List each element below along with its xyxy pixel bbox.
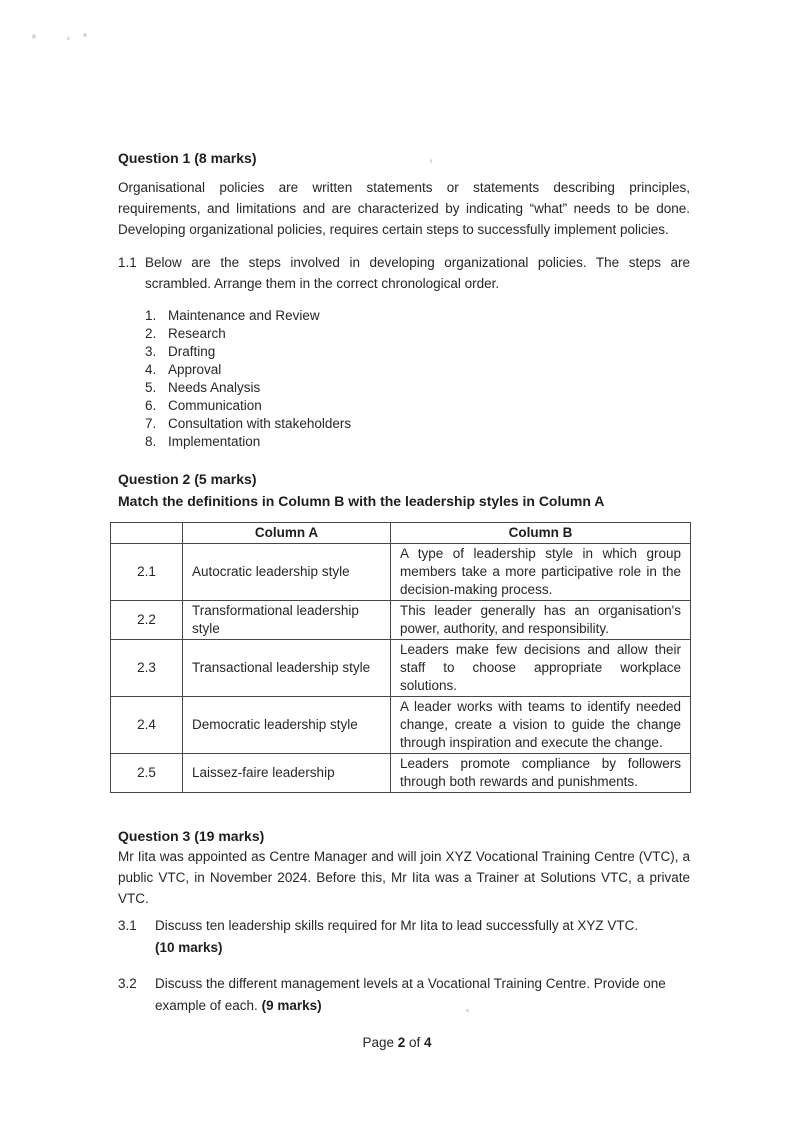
header-cell-number xyxy=(111,523,183,544)
question-2-heading: Question 2 (5 marks) xyxy=(118,471,257,487)
question-1-section xyxy=(118,148,690,451)
list-item-number: 8. xyxy=(145,434,157,449)
scan-artifact xyxy=(83,33,87,37)
question-text: Discuss the different management levels at a Vocational Training Centre. Provide one example of each. xyxy=(155,976,666,1013)
table-header-row xyxy=(111,523,691,544)
page-footer xyxy=(0,1034,794,1052)
row-number: 2.4 xyxy=(111,697,183,754)
column-b-cell: This leader generally has an organisation's power, authority, and responsibility. xyxy=(391,601,691,640)
list-item-number: 4. xyxy=(145,362,157,377)
list-item xyxy=(145,415,690,433)
list-item xyxy=(145,361,690,379)
matching-table xyxy=(110,522,691,793)
column-a-cell: Transformational leadership style xyxy=(183,601,391,640)
footer-word-page: Page xyxy=(362,1035,394,1050)
list-item-number: 6. xyxy=(145,398,157,413)
question-2-section xyxy=(118,469,690,793)
question-1-intro: Organisational policies are written statements or statements describing principles, requirements, and limitations and are characterized by indicating “what” needs to be done. Developing organizational policies, requires certain steps to successfully implement policies. xyxy=(118,180,690,237)
question-1-1 xyxy=(118,252,690,294)
question-1-1-text: Below are the steps involved in developing organizational policies. The steps are scrambled. Arrange them in the correct chronological order. xyxy=(145,255,690,291)
list-item xyxy=(145,343,690,361)
scan-artifact xyxy=(67,37,70,40)
marks-label: (10 marks) xyxy=(155,939,223,955)
question-3-1 xyxy=(118,915,690,958)
footer-word-of: of xyxy=(409,1035,421,1050)
question-3-2-number: 3.2 xyxy=(118,976,137,991)
list-item xyxy=(145,379,690,397)
list-item xyxy=(145,433,690,451)
list-item-label: Maintenance and Review xyxy=(168,308,320,323)
column-a-cell: Autocratic leadership style xyxy=(183,544,391,601)
header-cell-column-a: Column A xyxy=(183,523,391,544)
list-item xyxy=(145,325,690,343)
list-item-number: 1. xyxy=(145,308,157,323)
scan-artifact xyxy=(32,34,36,39)
column-b-cell: Leaders make few decisions and allow their staff to choose appropriate workplace solutions. xyxy=(391,640,691,697)
question-1-heading: Question 1 (8 marks) xyxy=(118,150,257,166)
list-item-label: Research xyxy=(168,326,226,341)
list-item xyxy=(145,397,690,415)
footer-page-total: 4 xyxy=(424,1035,432,1050)
list-item-label: Consultation with stakeholders xyxy=(168,416,352,431)
list-item-number: 3. xyxy=(145,344,157,359)
question-3-intro: Mr Iita was appointed as Centre Manager and will join XYZ Vocational Training Centre (VTC), a public VTC, in November 2024. Before this, Mr Iita was a Trainer at Solutions VTC, a private VTC. xyxy=(118,849,690,906)
list-item-number: 5. xyxy=(145,380,157,395)
scrambled-steps-list xyxy=(145,307,690,451)
column-b-cell: A type of leadership style in which group members take a more participative role in the decision-making process. xyxy=(391,544,691,601)
column-b-cell: A leader works with teams to identify needed change, create a vision to guide the change through inspiration and execute the change. xyxy=(391,697,691,754)
question-text: Discuss ten leadership skills required for Mr Iita to lead successfully at XYZ VTC. xyxy=(155,918,639,933)
question-3-1-number: 3.1 xyxy=(118,918,137,933)
question-3-heading: Question 3 (19 marks) xyxy=(118,828,265,844)
list-item-label: Approval xyxy=(168,362,222,377)
row-number: 2.5 xyxy=(111,754,183,793)
question-3-1-text xyxy=(155,915,690,958)
question-3-section xyxy=(118,826,690,1016)
list-item-label: Implementation xyxy=(168,434,261,449)
question-3-2 xyxy=(118,973,690,1016)
list-item-number: 2. xyxy=(145,326,157,341)
row-number: 2.1 xyxy=(111,544,183,601)
question-2-instruction: Match the definitions in Column B with the leadership styles in Column A xyxy=(118,493,605,509)
header-cell-column-b: Column B xyxy=(391,523,691,544)
column-a-cell: Transactional leadership style xyxy=(183,640,391,697)
question-1-1-number: 1.1 xyxy=(118,255,137,270)
list-item xyxy=(145,307,690,325)
table-row xyxy=(111,640,691,697)
footer-page-number: 2 xyxy=(397,1035,406,1050)
marks-label: (9 marks) xyxy=(261,997,322,1013)
page-content xyxy=(118,148,690,1016)
list-item-label: Communication xyxy=(168,398,262,413)
table-row xyxy=(111,544,691,601)
list-item-label: Needs Analysis xyxy=(168,380,261,395)
table-row xyxy=(111,754,691,793)
column-b-cell: Leaders promote compliance by followers through both rewards and punishments. xyxy=(391,754,691,793)
table-row xyxy=(111,697,691,754)
question-3-2-text xyxy=(155,973,690,1016)
column-a-cell: Democratic leadership style xyxy=(183,697,391,754)
table-row xyxy=(111,601,691,640)
column-a-cell: Laissez-faire leadership xyxy=(183,754,391,793)
row-number: 2.3 xyxy=(111,640,183,697)
list-item-number: 7. xyxy=(145,416,157,431)
list-item-label: Drafting xyxy=(168,344,216,359)
row-number: 2.2 xyxy=(111,601,183,640)
